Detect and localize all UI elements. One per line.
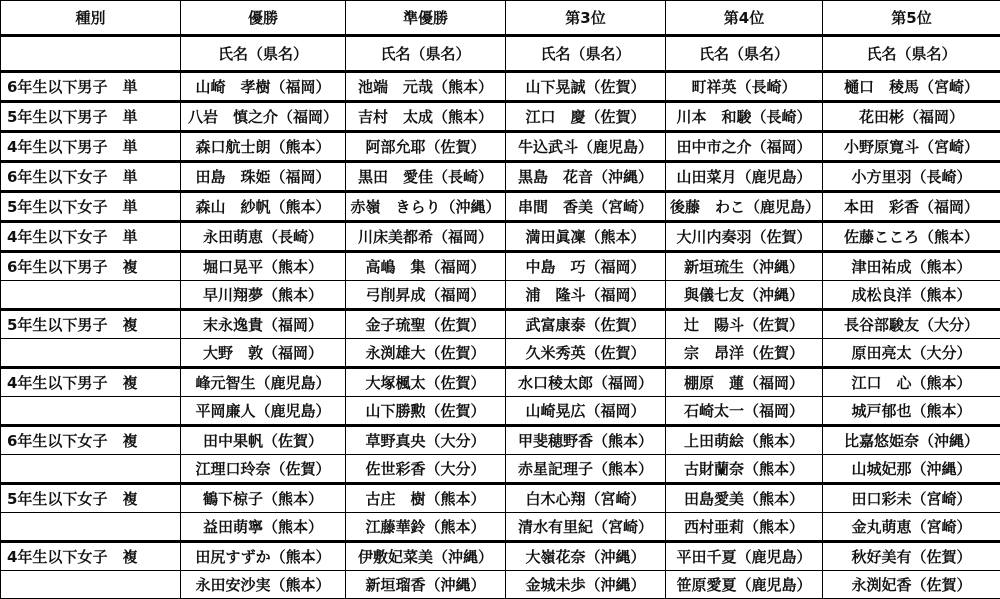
name-cell: 水口稜太郎（福岡） (506, 368, 666, 397)
name-cell: 後藤 わこ（鹿児島） (666, 192, 823, 222)
header-5th: 第5位 (823, 1, 1000, 36)
name-cell: 早川翔夢（熊本） (181, 281, 346, 310)
category-cell: 5年生以下男子 複 (1, 310, 181, 339)
table-row (1, 484, 1000, 513)
table-row (1, 222, 1000, 252)
name-cell: 串間 香美（宮崎） (506, 192, 666, 222)
name-cell: 秋好美有（佐賀） (823, 542, 1000, 571)
name-cell: 辻 陽斗（佐賀） (666, 310, 823, 339)
name-cell: 比嘉悠姫奈（沖縄） (823, 426, 1000, 455)
name-cell: 西村亜莉（熊本） (666, 513, 823, 542)
table-row (1, 162, 1000, 192)
name-cell: 本田 彩香（福岡） (823, 192, 1000, 222)
table-row (1, 310, 1000, 339)
results-body (1, 72, 1000, 599)
name-cell: 田中果帆（佐賀） (181, 426, 346, 455)
table-row (1, 132, 1000, 162)
name-cell: 中島 巧（福岡） (506, 252, 666, 281)
name-cell: 山田菜月（鹿児島） (666, 162, 823, 192)
name-cell: 清水有里紀（宮崎） (506, 513, 666, 542)
name-cell: 江藤華鈴（熊本） (346, 513, 506, 542)
category-cell (1, 281, 181, 310)
name-cell: 大川内奏羽（佐賀） (666, 222, 823, 252)
header-winner: 優勝 (181, 1, 346, 36)
name-cell: 大嶺花奈（沖縄） (506, 542, 666, 571)
name-cell: 田島 珠姫（福岡） (181, 162, 346, 192)
name-cell: 與儀七友（沖縄） (666, 281, 823, 310)
subheader-cell: 氏名（県名） (346, 36, 506, 72)
name-cell: 永田萌恵（長崎） (181, 222, 346, 252)
name-cell: 金子琉聖（佐賀） (346, 310, 506, 339)
subheader-cell: 氏名（県名） (506, 36, 666, 72)
name-cell: 永渕雄大（佐賀） (346, 339, 506, 368)
name-cell: 山崎 孝樹（福岡） (181, 72, 346, 102)
category-cell: 4年生以下女子 単 (1, 222, 181, 252)
category-cell: 4年生以下男子 単 (1, 132, 181, 162)
name-cell: 平田千夏（鹿児島） (666, 542, 823, 571)
name-cell: 笹原愛夏（鹿児島） (666, 571, 823, 599)
name-cell: 伊敷妃菜美（沖縄） (346, 542, 506, 571)
header-3rd: 第3位 (506, 1, 666, 36)
category-cell: 6年生以下女子 複 (1, 426, 181, 455)
name-cell: 樋口 稜馬（宮崎） (823, 72, 1000, 102)
category-cell: 4年生以下男子 複 (1, 368, 181, 397)
name-cell: 江口 慶（佐賀） (506, 102, 666, 132)
name-cell: 花田彬（福岡） (823, 102, 1000, 132)
category-cell: 5年生以下女子 複 (1, 484, 181, 513)
category-cell (1, 339, 181, 368)
table-row (1, 102, 1000, 132)
name-cell: 原田亮太（大分） (823, 339, 1000, 368)
header-category: 種別 (1, 1, 181, 36)
name-cell: 長谷部駿友（大分） (823, 310, 1000, 339)
category-cell: 4年生以下女子 複 (1, 542, 181, 571)
name-cell: 山下晃誠（佐賀） (506, 72, 666, 102)
name-cell: 山下勝勲（佐賀） (346, 397, 506, 426)
category-cell: 6年生以下男子 単 (1, 72, 181, 102)
name-cell: 田中市之介（福岡） (666, 132, 823, 162)
name-cell: 草野真央（大分） (346, 426, 506, 455)
category-cell: 5年生以下女子 単 (1, 192, 181, 222)
name-cell: 金城未歩（沖縄） (506, 571, 666, 599)
name-cell: 鶴下椋子（熊本） (181, 484, 346, 513)
name-cell: 田尻すずか（熊本） (181, 542, 346, 571)
name-cell: 佐世彩香（大分） (346, 455, 506, 484)
name-cell: 山城妃那（沖縄） (823, 455, 1000, 484)
name-cell: 武富康泰（佐賀） (506, 310, 666, 339)
name-cell: 益田萌寧（熊本） (181, 513, 346, 542)
name-cell: 棚原 蓮（福岡） (666, 368, 823, 397)
table-row (1, 426, 1000, 455)
name-cell: 石崎太一（福岡） (666, 397, 823, 426)
name-cell: 津田祐成（熊本） (823, 252, 1000, 281)
name-cell: 浦 隆斗（福岡） (506, 281, 666, 310)
name-cell: 白木心翔（宮崎） (506, 484, 666, 513)
name-cell: 永渕妃香（佐賀） (823, 571, 1000, 599)
subheader-row (1, 36, 1000, 72)
name-cell: 江口 心（熊本） (823, 368, 1000, 397)
subheader-cell: 氏名（県名） (181, 36, 346, 72)
name-cell: 森山 紗帆（熊本） (181, 192, 346, 222)
header-4th: 第4位 (666, 1, 823, 36)
name-cell: 赤嶺 きらり（沖縄） (346, 192, 506, 222)
category-cell (1, 397, 181, 426)
name-cell: 池端 元哉（熊本） (346, 72, 506, 102)
name-cell: 森口航士朗（熊本） (181, 132, 346, 162)
name-cell: 田島愛美（熊本） (666, 484, 823, 513)
name-cell: 佐藤こころ（熊本） (823, 222, 1000, 252)
category-cell: 6年生以下女子 単 (1, 162, 181, 192)
header-runner-up: 準優勝 (346, 1, 506, 36)
table-row (1, 252, 1000, 281)
category-cell: 6年生以下男子 複 (1, 252, 181, 281)
table-row (1, 455, 1000, 484)
name-cell: 宗 昂洋（佐賀） (666, 339, 823, 368)
table-row (1, 368, 1000, 397)
table-row (1, 571, 1000, 599)
name-cell: 黒田 愛佳（長崎） (346, 162, 506, 192)
subheader-cell: 氏名（県名） (823, 36, 1000, 72)
table-row (1, 72, 1000, 102)
table-row (1, 513, 1000, 542)
category-cell (1, 571, 181, 599)
name-cell: 高嶋 集（福岡） (346, 252, 506, 281)
name-cell: 八岩 慎之介（福岡） (181, 102, 346, 132)
name-cell: 峰元智生（鹿児島） (181, 368, 346, 397)
header-row (1, 1, 1000, 36)
name-cell: 大野 敦（福岡） (181, 339, 346, 368)
table-row (1, 281, 1000, 310)
name-cell: 新垣琉生（沖縄） (666, 252, 823, 281)
name-cell: 小方里羽（長崎） (823, 162, 1000, 192)
name-cell: 甲斐穂野香（熊本） (506, 426, 666, 455)
name-cell: 田口彩未（宮崎） (823, 484, 1000, 513)
name-cell: 久米秀英（佐賀） (506, 339, 666, 368)
name-cell: 江理口玲奈（佐賀） (181, 455, 346, 484)
subheader-cell (1, 36, 181, 72)
name-cell: 末永逸貴（福岡） (181, 310, 346, 339)
name-cell: 堀口晃平（熊本） (181, 252, 346, 281)
name-cell: 川床美都希（福岡） (346, 222, 506, 252)
name-cell: 満田眞凜（熊本） (506, 222, 666, 252)
name-cell: 古庄 樹（熊本） (346, 484, 506, 513)
name-cell: 弓削昇成（福岡） (346, 281, 506, 310)
name-cell: 大塚楓太（佐賀） (346, 368, 506, 397)
name-cell: 金丸萌恵（宮崎） (823, 513, 1000, 542)
table-row (1, 339, 1000, 368)
name-cell: 上田萌絵（熊本） (666, 426, 823, 455)
table-row (1, 397, 1000, 426)
name-cell: 赤星記理子（熊本） (506, 455, 666, 484)
category-cell (1, 513, 181, 542)
name-cell: 新垣瑠香（沖縄） (346, 571, 506, 599)
name-cell: 古財蘭奈（熊本） (666, 455, 823, 484)
name-cell: 成松良洋（熊本） (823, 281, 1000, 310)
name-cell: 吉村 太成（熊本） (346, 102, 506, 132)
table-row (1, 542, 1000, 571)
name-cell: 平岡廉人（鹿児島） (181, 397, 346, 426)
name-cell: 黒島 花音（沖縄） (506, 162, 666, 192)
category-cell (1, 455, 181, 484)
name-cell: 川本 和駿（長崎） (666, 102, 823, 132)
name-cell: 牛込武斗（鹿児島） (506, 132, 666, 162)
name-cell: 城戸郁也（熊本） (823, 397, 1000, 426)
subheader-cell: 氏名（県名） (666, 36, 823, 72)
name-cell: 山崎晃広（福岡） (506, 397, 666, 426)
table-row (1, 192, 1000, 222)
name-cell: 町祥英（長崎） (666, 72, 823, 102)
category-cell: 5年生以下男子 単 (1, 102, 181, 132)
name-cell: 小野原寛斗（宮崎） (823, 132, 1000, 162)
name-cell: 永田安沙実（熊本） (181, 571, 346, 599)
name-cell: 阿部允耶（佐賀） (346, 132, 506, 162)
